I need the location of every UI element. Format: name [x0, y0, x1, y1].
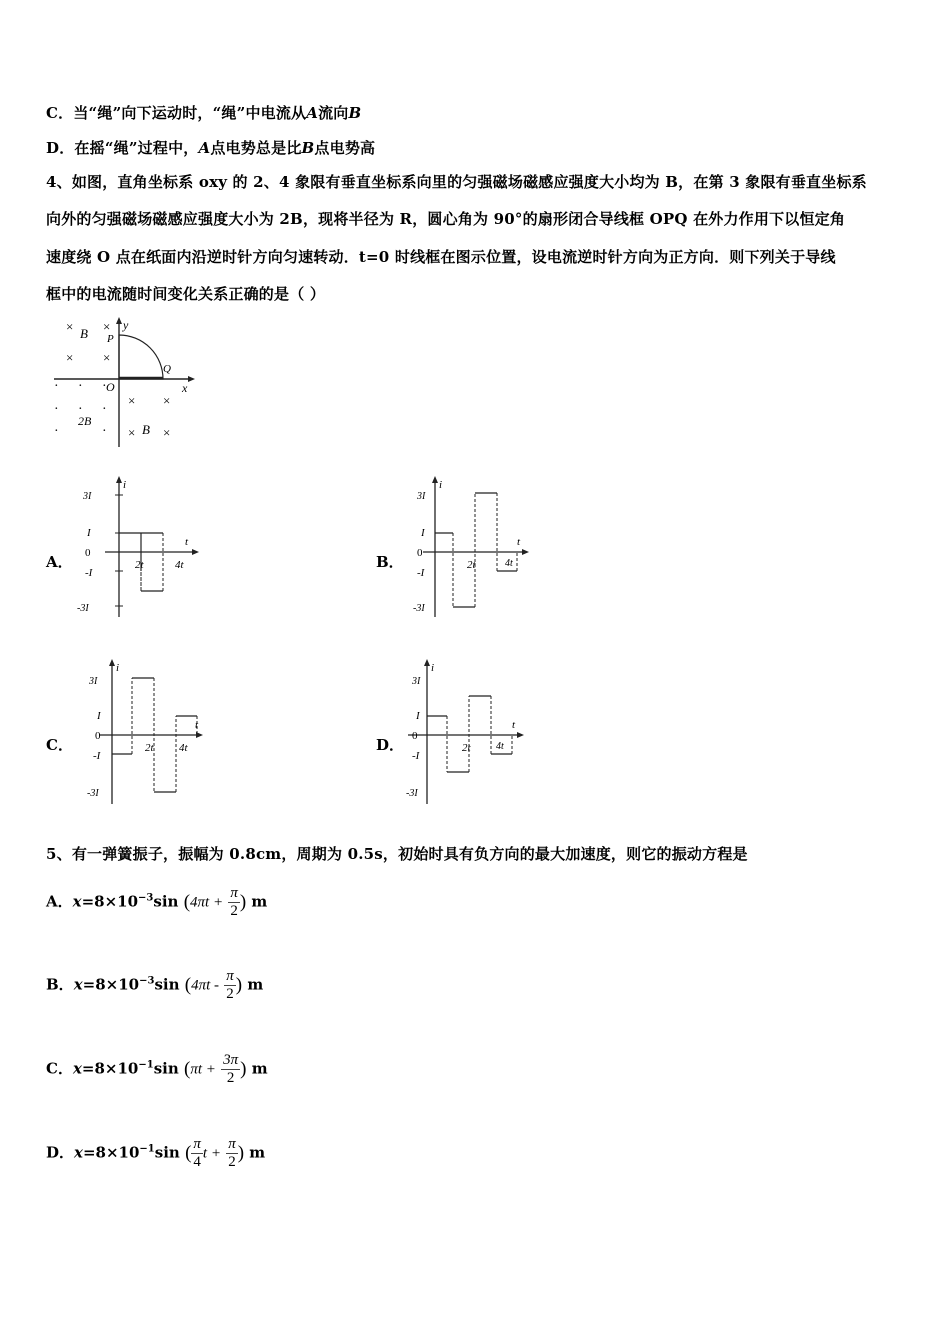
svg-text:2t: 2t — [135, 559, 144, 571]
q5-option-a[interactable]: A．$x=8\times 10^{-3}\sin$ (4πt + $\frac{\pi}{2}$ ) m — [46, 885, 268, 919]
svg-text:-I: -I — [417, 567, 425, 579]
x-axis-label: x — [182, 381, 188, 395]
svg-text:t: t — [517, 536, 521, 548]
svg-text:-3I: -3I — [406, 788, 418, 799]
y-axis-arrow — [116, 317, 122, 324]
svg-text:4t: 4t — [179, 742, 188, 754]
svg-text:-I: -I — [85, 567, 93, 579]
cross-mark: × — [163, 393, 171, 408]
cross-mark: × — [103, 319, 111, 334]
q4-option-a-label[interactable]: A． — [46, 553, 73, 571]
svg-text:i: i — [123, 479, 127, 491]
svg-text:2t: 2t — [467, 559, 476, 571]
dot-mark: · — [78, 379, 83, 394]
svg-text:t: t — [185, 536, 189, 548]
origin-label: O — [106, 380, 115, 394]
q5-option-b[interactable]: B．$x=8\times 10^{-3}\sin$ (4πt - $\frac{\pi}{2}$ ) m — [46, 968, 264, 1002]
cross-mark: × — [66, 319, 74, 334]
q4-stem-line4: 框中的电流随时间变化关系正确的是（ ） — [46, 285, 326, 303]
svg-text:4t: 4t — [175, 559, 184, 571]
q5-option-c[interactable]: C．$x=8\times 10^{-1}\sin$ (πt + $\frac{3\pi}{2}$ ) m — [46, 1052, 268, 1086]
q4-stem-line2: 向外的匀强磁场磁感应强度大小为 2B，现将半径为 R，圆心角为 90°的扇形闭合导线框 OPQ 在外力作用下以恒定角 — [46, 210, 846, 228]
q4-graph-d[interactable] — [400, 658, 535, 806]
dot-mark: · — [54, 402, 59, 417]
y-axis-label: y — [123, 318, 129, 332]
svg-text:t: t — [512, 719, 516, 731]
q5-stem: 5、有一弹簧振子，振幅为 0.8cm，周期为 0.5s，初始时具有负方向的最大加速度，则它的振动方程是 — [46, 845, 748, 863]
svg-text:t: t — [195, 719, 199, 731]
cross-mark: × — [66, 350, 74, 365]
svg-text:3I: 3I — [412, 676, 421, 687]
cross-mark: × — [128, 393, 136, 408]
q3-option-c: C．当“绳”向下运动时，“绳”中电流从A流向B — [46, 104, 362, 122]
dot-mark: · — [54, 424, 59, 439]
q5-option-d[interactable]: D．$x=8\times 10^{-1}\sin$ ( $\frac{\pi}{4}$ t + $\frac{\pi}{2}$ ) m — [46, 1136, 266, 1170]
dot-mark: · — [102, 424, 107, 439]
svg-text:-3I: -3I — [77, 603, 89, 614]
svg-text:0: 0 — [95, 730, 101, 742]
svg-text:I: I — [87, 527, 91, 539]
q3-option-d: D．在摇“绳”过程中，A点电势总是比B点电势高 — [46, 139, 376, 157]
q4-graph-b[interactable] — [405, 475, 540, 620]
svg-text:3I: 3I — [89, 676, 98, 687]
svg-text:0: 0 — [417, 547, 423, 559]
svg-text:-3I: -3I — [413, 603, 425, 614]
svg-text:-3I: -3I — [87, 788, 99, 799]
svg-text:I: I — [416, 710, 420, 722]
q4-option-c-label[interactable]: C． — [46, 736, 73, 754]
svg-text:4t: 4t — [505, 558, 513, 569]
q4-stem-line3: 速度绕 O 点在纸面内沿逆时针方向匀速转动．t=0 时线框在图示位置，设电流逆时针方向为正方向．则下列关于导线 — [46, 248, 836, 266]
cross-mark: × — [128, 425, 136, 440]
q4-option-d-label[interactable]: D． — [376, 736, 405, 754]
svg-text:0: 0 — [85, 547, 91, 559]
dot-mark: · — [102, 379, 107, 394]
svg-text:4t: 4t — [496, 741, 504, 752]
cross-mark: × — [163, 425, 171, 440]
q4-graph-a[interactable] — [75, 475, 205, 620]
svg-text:i: i — [431, 662, 435, 674]
svg-text:I: I — [97, 710, 101, 722]
dot-mark: · — [78, 402, 83, 417]
svg-text:i: i — [116, 662, 120, 674]
svg-text:3I: 3I — [417, 491, 426, 502]
point-p-label: P — [107, 333, 114, 345]
q4-graph-c[interactable] — [75, 658, 215, 806]
svg-text:i: i — [439, 479, 443, 491]
field-label-2b-q3: 2B — [78, 414, 92, 428]
svg-text:3I: 3I — [83, 491, 92, 502]
svg-text:2t: 2t — [145, 742, 154, 754]
dot-mark: · — [54, 379, 59, 394]
q4-stem-line1: 4、如图，直角坐标系 oxy 的 2、4 象限有垂直坐标系向里的匀强磁场磁感应强度大小均为 B，在第 3 象限有垂直坐标系 — [46, 173, 867, 191]
svg-text:0: 0 — [412, 730, 418, 742]
cross-mark: × — [103, 350, 111, 365]
field-label-b-q2: B — [80, 326, 88, 341]
x-axis-arrow — [188, 376, 195, 382]
sector-frame-opq — [119, 335, 163, 379]
field-label-b-q4: B — [142, 422, 150, 437]
point-q-label: Q — [163, 363, 171, 375]
svg-text:-I: -I — [93, 750, 101, 762]
q4-coordinate-figure — [50, 315, 200, 450]
svg-text:2t: 2t — [462, 742, 471, 754]
dot-mark: · — [102, 402, 107, 417]
svg-text:-I: -I — [412, 750, 420, 762]
svg-text:I: I — [421, 527, 425, 539]
q4-option-b-label[interactable]: B． — [376, 553, 404, 571]
